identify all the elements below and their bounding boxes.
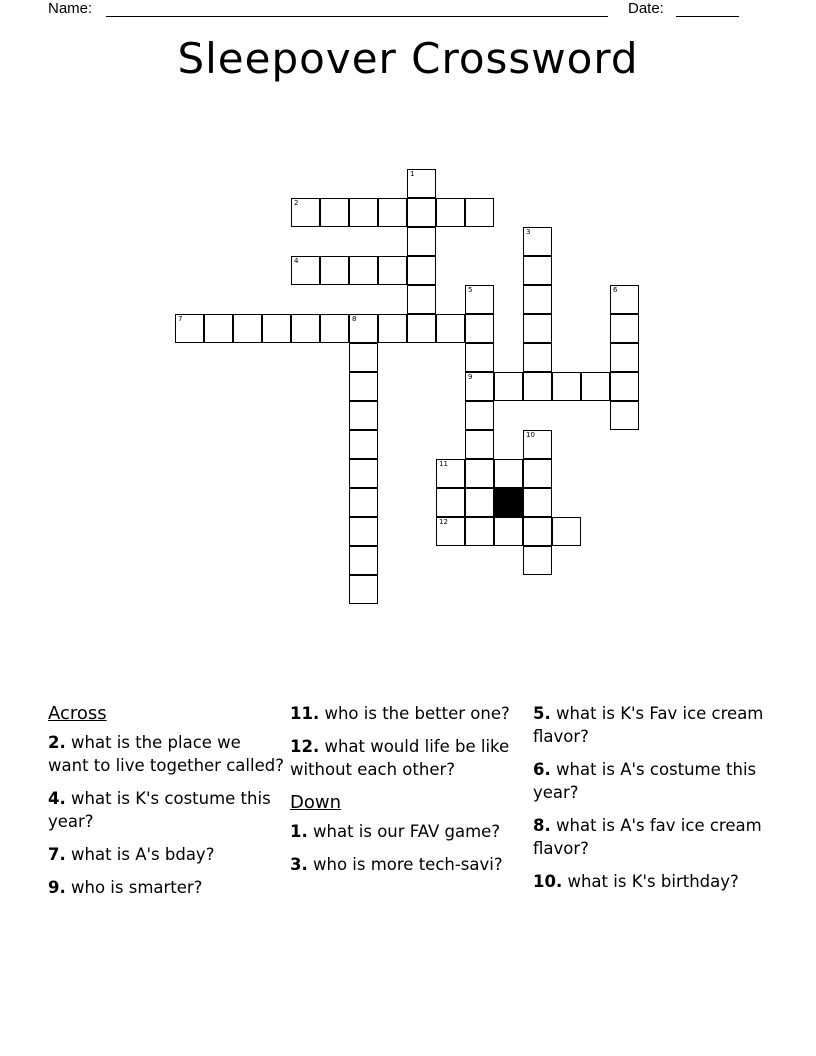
across-clue: 2. what is the place we want to live together called?	[48, 733, 284, 775]
grid-cell[interactable]	[407, 169, 436, 198]
grid-cell[interactable]	[436, 517, 465, 546]
grid-cell[interactable]	[465, 430, 494, 459]
grid-cell[interactable]	[407, 314, 436, 343]
grid-cell[interactable]	[204, 314, 233, 343]
cell-number: 12	[439, 518, 448, 526]
grid-cell[interactable]	[465, 343, 494, 372]
grid-cell[interactable]	[552, 372, 581, 401]
grid-cell[interactable]	[291, 198, 320, 227]
name-label: Name:	[48, 0, 93, 17]
grid-cell[interactable]	[175, 314, 204, 343]
black-cell	[494, 488, 523, 517]
grid-cell[interactable]	[349, 256, 378, 285]
grid-cell[interactable]	[465, 488, 494, 517]
grid-cell[interactable]	[494, 459, 523, 488]
grid-cell[interactable]	[320, 314, 349, 343]
cell-number: 11	[439, 460, 448, 468]
grid-cell[interactable]	[407, 256, 436, 285]
grid-cell[interactable]	[523, 488, 552, 517]
grid-cell[interactable]	[233, 314, 262, 343]
grid-cell[interactable]	[523, 256, 552, 285]
across-clue: 12. what would life be like without each other?	[290, 737, 510, 779]
grid-cell[interactable]	[291, 314, 320, 343]
grid-cell[interactable]	[523, 459, 552, 488]
clue-column-1	[48, 702, 286, 909]
grid-cell[interactable]	[523, 372, 552, 401]
clue-column-2	[290, 702, 528, 886]
grid-cell[interactable]	[610, 285, 639, 314]
grid-cell[interactable]	[407, 227, 436, 256]
cell-number: 10	[526, 431, 535, 439]
grid-cell[interactable]	[610, 372, 639, 401]
across-heading: Across	[48, 703, 107, 724]
grid-cell[interactable]	[349, 314, 378, 343]
cell-number: 5	[468, 286, 473, 294]
cell-number: 3	[526, 228, 531, 236]
across-clue: 9. who is smarter?	[48, 878, 203, 897]
grid-cell[interactable]	[378, 314, 407, 343]
grid-cell[interactable]	[465, 314, 494, 343]
cell-number: 8	[352, 315, 357, 323]
grid-cell[interactable]	[436, 314, 465, 343]
grid-cell[interactable]	[349, 401, 378, 430]
across-clue: 11. who is the better one?	[290, 704, 510, 723]
grid-cell[interactable]	[610, 401, 639, 430]
grid-cell[interactable]	[349, 198, 378, 227]
grid-cell[interactable]	[523, 227, 552, 256]
grid-cell[interactable]	[349, 546, 378, 575]
grid-cell[interactable]	[291, 256, 320, 285]
clue-column-3	[533, 702, 773, 903]
grid-cell[interactable]	[523, 285, 552, 314]
grid-cell[interactable]	[523, 517, 552, 546]
down-clue: 10. what is K's birthday?	[533, 872, 739, 891]
grid-cell[interactable]	[494, 372, 523, 401]
down-clue: 1. what is our FAV game?	[290, 822, 501, 841]
grid-cell[interactable]	[349, 343, 378, 372]
grid-cell[interactable]	[523, 343, 552, 372]
cell-number: 1	[410, 170, 415, 178]
grid-cell[interactable]	[494, 517, 523, 546]
grid-cell[interactable]	[436, 198, 465, 227]
cell-number: 9	[468, 373, 473, 381]
grid-cell[interactable]	[465, 517, 494, 546]
grid-cell[interactable]	[465, 459, 494, 488]
grid-cell[interactable]	[349, 459, 378, 488]
grid-cell[interactable]	[465, 372, 494, 401]
cell-number: 6	[613, 286, 618, 294]
grid-cell[interactable]	[378, 198, 407, 227]
grid-cell[interactable]	[349, 517, 378, 546]
grid-cell[interactable]	[523, 430, 552, 459]
cell-number: 7	[178, 315, 183, 323]
grid-cell[interactable]	[465, 285, 494, 314]
grid-cell[interactable]	[349, 575, 378, 604]
grid-cell[interactable]	[378, 256, 407, 285]
grid-cell[interactable]	[320, 256, 349, 285]
grid-cell[interactable]	[610, 343, 639, 372]
down-clue: 8. what is A's fav ice cream flavor?	[533, 816, 762, 858]
grid-cell[interactable]	[262, 314, 291, 343]
down-clue: 3. who is more tech-savi?	[290, 855, 503, 874]
grid-cell[interactable]	[407, 198, 436, 227]
grid-cell[interactable]	[523, 314, 552, 343]
grid-cell[interactable]	[523, 546, 552, 575]
across-clue: 4. what is K's costume this year?	[48, 789, 271, 831]
cell-number: 2	[294, 199, 299, 207]
grid-cell[interactable]	[581, 372, 610, 401]
grid-cell[interactable]	[349, 488, 378, 517]
grid-cell[interactable]	[465, 198, 494, 227]
grid-cell[interactable]	[610, 314, 639, 343]
page-title: Sleepover Crossword	[177, 34, 639, 83]
grid-cell[interactable]	[552, 517, 581, 546]
grid-cell[interactable]	[320, 198, 349, 227]
grid-cell[interactable]	[465, 401, 494, 430]
date-label: Date:	[628, 0, 664, 17]
across-clue: 7. what is A's bday?	[48, 845, 215, 864]
grid-cell[interactable]	[349, 430, 378, 459]
down-clue: 6. what is A's costume this year?	[533, 760, 757, 802]
grid-cell[interactable]	[436, 459, 465, 488]
grid-cell[interactable]	[349, 372, 378, 401]
down-heading: Down	[290, 792, 342, 813]
grid-cell[interactable]	[407, 285, 436, 314]
down-clue: 5. what is K's Fav ice cream flavor?	[533, 704, 764, 746]
grid-cell[interactable]	[436, 488, 465, 517]
cell-number: 4	[294, 257, 299, 265]
